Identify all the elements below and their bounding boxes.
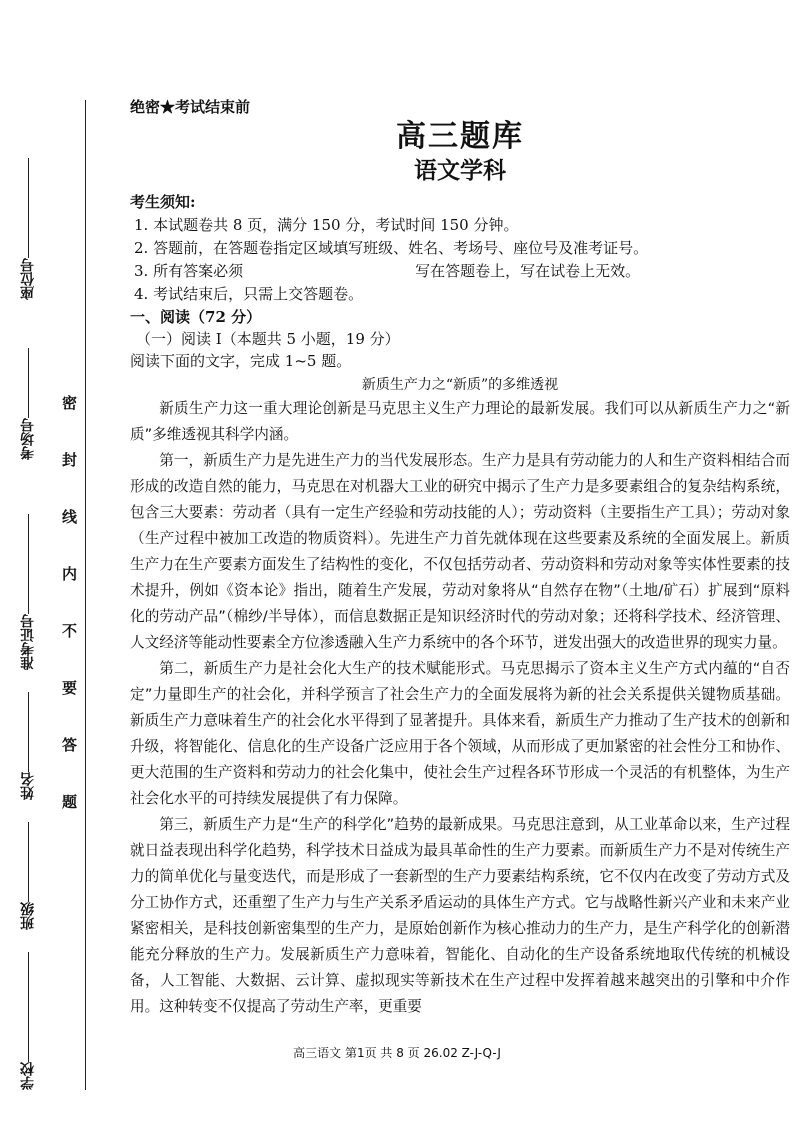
seal-notice: 密封线内不要答题	[60, 395, 78, 851]
notice-item-part: 3. 所有答案必须	[134, 262, 244, 280]
exam-room-label: 考场号	[20, 418, 36, 460]
class-line	[27, 822, 29, 902]
article-title: 新质生产力之“新质”的多维透视	[361, 377, 559, 393]
name-field[interactable]	[18, 680, 38, 800]
section-heading: 一、阅读（72 分）	[130, 308, 262, 326]
seat-number-line	[27, 158, 29, 258]
name-label: 姓名	[20, 772, 36, 800]
page-subtitle: 语文学科	[414, 157, 506, 184]
subsection-heading: （一）阅读 I（本题共 5 小题，19 分）	[136, 330, 400, 348]
school-label: 学校	[20, 1062, 36, 1090]
seat-number-label: 座位号	[20, 258, 36, 300]
name-line	[27, 692, 29, 772]
secret-mark: 绝密★考试结束前	[130, 98, 251, 116]
reading-instruction: 阅读下面的文字，完成 1~5 题。	[130, 352, 352, 370]
article-paragraph: 第二，新质生产力是社会化大生产的技术赋能形式。马克思揭示了资本主义生产方式内蕴的“自否定”力量即生产的社会化，并科学预言了社会生产力的全面发展将为新的社会关系提供关键物质基础。新质生产力意味着生产的社会化水平得到了显著提升。具体来看，新质生产力推动了生产技术的创新和升级，将智能化、信息化的生产设备广泛应用于各个领域，从而形成了更加紧密的社会性分工和协作、更大范围的生产资料和劳动力的社会化集中，使社会生产过程各环节形成一个灵活的有机整体，为生产社会化水平的可持续发展提供了有力保障。	[130, 660, 790, 807]
admission-number-line	[27, 514, 29, 614]
notice-item: 1. 本试题卷共 8 页，满分 150 分，考试时间 150 分钟。	[134, 216, 519, 234]
admission-number-label: 准考证号	[20, 614, 36, 670]
admission-number-field[interactable]	[18, 500, 38, 670]
article-paragraph: 第三，新质生产力是“生产的科学化”趋势的最新成果。马克思注意到，从工业革命以来，生产过程就日益表现出科学化趋势，科学技术日益成为最具革命性的生产力要素。而新质生产力不是对传统生产力的简单优化与量变迭代，而是形成了一套新型的生产力要素结构系统，它不仅内在改变了劳动方式及分工协作方式，还重塑了生产力与生产关系矛盾运动的具体生产方式。它与战略性新兴产业和未来产业紧密相关，是科技创新密集型的生产力，是原始创新作为核心推动力的生产力，是生产科学化的创新潜能充分释放的生产力。发展新质生产力意味着，智能化、自动化的生产设备系统地取代传统的机械设备，人工智能、大数据、云计算、虚拟现实等新技术在生产过程中发挥着越来越突出的引擎和中介作用。这种转变不仅提高了劳动生产率，更重要	[130, 816, 790, 1015]
article-paragraph: 第一，新质生产力是先进生产力的当代发展形态。生产力是具有劳动能力的人和生产资料相结合而形成的改造自然的能力，马克思在对机器大工业的研究中揭示了生产力是多要素组合的复杂结构系统，包含三大要素：劳动者（具有一定生产经验和劳动技能的人）；劳动资料（主要指生产工具）；劳动对象（生产过程中被加工改造的物质资料）。先进生产力首先就体现在这些要素及系统的全面发展上。新质生产力在生产要素方面发生了结构性的变化，不仅包括劳动者、劳动资料和劳动对象等实体性要素的技术提升，例如《资本论》指出，随着生产发展，劳动对象将从“自然存在物”（土地/矿石）扩展到“原料化的劳动产品”（棉纱/半导体），而信息数据正是知识经济时代的劳动对象；还将科学技术、经济管理、人文经济等能动性要素全方位渗透融入生产力系统中的各个环节，迸发出强大的改造世界的现实力量。	[130, 452, 790, 651]
notice-item: 4. 考试结束后，只需上交答题卷。	[134, 285, 364, 303]
seat-number-field[interactable]	[18, 150, 38, 300]
article-paragraph: 新质生产力这一重大理论创新是马克思主义生产力理论的最新发展。我们可以从新质生产力之“新质”多维透视其科学内涵。	[130, 400, 790, 443]
exam-room-line	[27, 348, 29, 418]
page-title: 高三题库	[396, 119, 524, 154]
exam-page	[130, 96, 790, 1020]
page-footer: 高三语文 第1页 共 8 页 26.02 Z-J-Q-J	[293, 1046, 501, 1060]
notice-item	[130, 260, 790, 283]
seal-line	[85, 100, 86, 1090]
notice-item-part: 写在答题卷上，写在试卷上无效。	[415, 262, 641, 280]
class-label: 班级	[20, 902, 36, 930]
notice-item: 2. 答题前，在答题卷指定区域填写班级、姓名、考场号、座位号及准考证号。	[134, 239, 649, 257]
school-field[interactable]	[18, 930, 38, 1090]
notice-heading: 考生须知:	[130, 193, 196, 211]
exam-room-field[interactable]	[18, 330, 38, 460]
class-field[interactable]	[18, 800, 38, 930]
